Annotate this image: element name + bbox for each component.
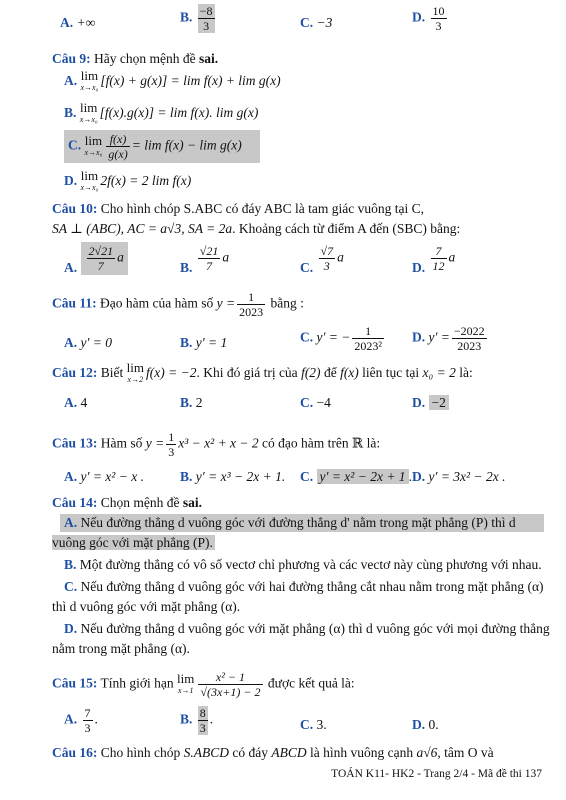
q11-option-c: C. y' = − $\frac{1}{\text{2023²}}$: [300, 324, 382, 353]
q8-option-c: C. −3: [300, 15, 333, 30]
q12-option-b: B. 2: [180, 395, 203, 410]
q15-option-a: A. $\frac{7}{3}$ .: [64, 706, 98, 735]
q13-question: Câu 13: Hàm số y = $\frac{1}{3}$ x³ − x² + x − 2 có đạo hàm trên ℝ là:: [52, 430, 381, 459]
q9-option-c: C. lim x→x₀ $\frac{f(x)}{g(x)}$ = lim f(x) − lim g(x): [64, 130, 260, 163]
q12-option-c: C. −4: [300, 395, 331, 410]
q14-question: Câu 14: Chọn mệnh đề sai.: [52, 495, 203, 510]
q14-option-b: B. Một đường thẳng có vô số vectơ chỉ phương và các vectơ này cùng phương với nhau.: [64, 557, 542, 572]
q9-question: Câu 9: Hãy chọn mệnh đề sai.: [52, 51, 219, 66]
q12-option-d: D. −2: [412, 394, 449, 412]
q14-option-a-line1: A. Nếu đường thẳng d vuông góc với đường thẳng d' nằm trong mặt phẳng (P) thì d: [60, 514, 544, 532]
q9-option-b: B. lim x→x₀ [f(x).g(x)] = lim f(x). lim g(x): [64, 100, 259, 124]
q13-option-d: D. y′ = 3x² − 2x .: [412, 469, 506, 484]
q14-option-c-line1: C. Nếu đường thẳng d vuông góc với hai đường thẳng cắt nhau nằm trong mặt phẳng (α): [64, 579, 544, 594]
q8-option-b-fraction: $\frac{-8}{3}$: [199, 4, 213, 33]
q8-option-d-fraction: $\frac{10}{3}$: [432, 4, 445, 33]
q10-question-line2: SA ⊥ (ABC), AC = a√3, SA = 2a. Khoảng cách từ điểm A đến (SBC) bằng:: [52, 221, 461, 236]
q8-option-d: D. $\frac{10}{3}$: [412, 4, 445, 33]
q9-option-a: A. lim x→x₀ [f(x) + g(x)] = lim f(x) + lim g(x): [64, 68, 281, 92]
q15-option-d: D. 0.: [412, 717, 439, 732]
q14-option-a-line2: vuông góc với mặt phẳng (P).: [52, 535, 213, 550]
q15-option-c: C. 3.: [300, 717, 327, 732]
q10-option-a: A. $\frac{2√21}{7}$ a: [64, 242, 128, 275]
q11-option-b: B. y' = 1: [180, 335, 228, 350]
q10-option-c: C. $\frac{√7}{3}$ a: [300, 244, 344, 275]
q14-option-c-line2: thì d vuông góc với mặt phẳng (α).: [52, 599, 241, 614]
q14-option-d-line2: nằm trong mặt phẳng (α).: [52, 641, 190, 656]
q9-option-d: D. lim x→x₀ 2f(x) = 2 lim f(x): [64, 168, 192, 192]
q15-question: Câu 15: Tính giới hạn lim x→1 $\frac{\text{x² − 1}}{√(3x+1) - 2}$ được kết quả là:: [52, 670, 355, 699]
q14-option-d-line1: D. Nếu đường thẳng d vuông góc với mặt phẳng (α) thì d vuông góc với mọi đường thẳng: [64, 621, 550, 636]
q12-option-a: A. 4: [64, 395, 88, 410]
q13-option-a: A. y′ = x² − x .: [64, 469, 144, 484]
page-footer: TOÁN K11- HK2 - Trang 2/4 - Mã đề thi 137: [331, 768, 542, 780]
q11-option-a: A. y' = 0: [64, 335, 112, 350]
q15-option-b: B. $\frac{8}{3}$ .: [180, 706, 214, 735]
q16-question-line1: Câu 16: Cho hình chóp S.ABCD có đáy ABCD là hình vuông cạnh a√6, tâm O và: [52, 745, 494, 760]
q12-question: Câu 12: Biết lim x→2 f(x) = −2. Khi đó giá trị của f(2) để f(x) liên tục tại x₀ = 2 là:: [52, 360, 473, 384]
q8-option-a: A. +∞: [60, 15, 96, 30]
q13-option-c: C. y′ = x² − 2x + 1 .: [300, 469, 412, 484]
q10-question-line1: Câu 10: Cho hình chóp S.ABC có đáy ABC là tam giác vuông tại C,: [52, 201, 424, 216]
q8-option-b: B. $\frac{-8}{3}$: [180, 4, 213, 33]
q13-option-b: B. y′ = x³ − 2x + 1.: [180, 469, 286, 484]
q10-option-b: B. $\frac{√21}{7}$ a: [180, 244, 230, 275]
q11-option-d: D. y' = $\frac{-2022}{2023}$: [412, 324, 485, 353]
q10-option-d: D. $\frac{7}{12}$ a: [412, 244, 456, 275]
q11-question: Câu 11: Đạo hàm của hàm số y = $\frac{1}{2023}$ bằng :: [52, 290, 304, 319]
